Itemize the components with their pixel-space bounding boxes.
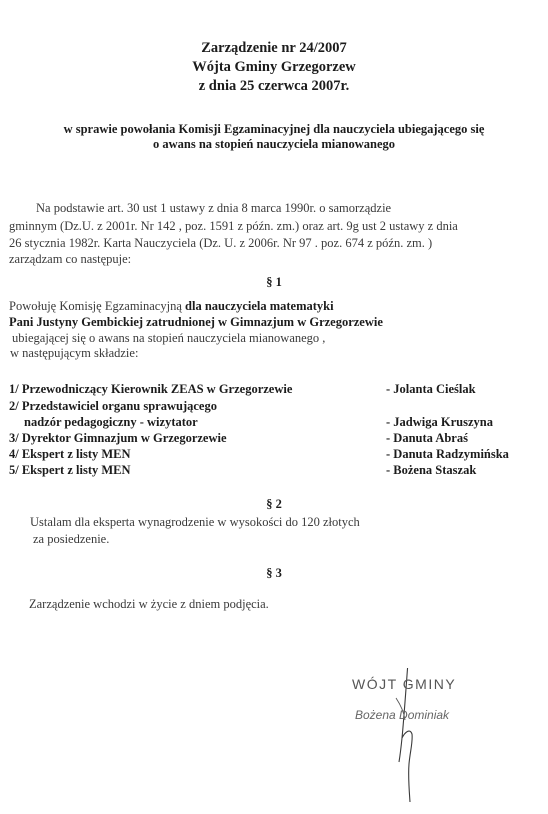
- member-role: 3/ Dyrektor Gimnazjum w Grzegorzewie: [9, 431, 227, 445]
- member-name: - Jolanta Cieślak: [386, 382, 476, 396]
- section-3-heading: § 3: [266, 566, 282, 580]
- member-role: 1/ Przewodniczący Kierownik ZEAS w Grzegorzewie: [9, 382, 293, 396]
- section-1-line-1: [9, 299, 334, 314]
- preamble-line: gminnym (Dz.U. z 2001r. Nr 142 , poz. 1591 z późn. zm.) oraz art. 9g ust 2 ustawy z dnia: [9, 219, 458, 233]
- document-date: z dnia 25 czerwca 2007r.: [198, 78, 350, 94]
- subject-line-1: w sprawie powołania Komisji Egzaminacyjnej dla nauczyciela ubiegającego się: [63, 122, 485, 136]
- stamp-name: Bożena Dominiak: [355, 708, 450, 722]
- member-name: - Danuta Abraś: [386, 431, 468, 445]
- document-issuer: Wójta Gminy Grzegorzew: [192, 59, 356, 75]
- stamp-title: WÓJT GMINY: [352, 676, 457, 692]
- member-name: - Jadwiga Kruszyna: [386, 415, 493, 429]
- section-1-line-2: Pani Justyny Gembickiej zatrudnionej w Gimnazjum w Grzegorzewie: [9, 315, 383, 329]
- section-1-line-3: ubiegającej się o awans na stopień nauczyciela mianowanego ,: [12, 331, 326, 345]
- preamble-line: 26 stycznia 1982r. Karta Nauczyciela (Dz. U. z 2006r. Nr 97 . poz. 674 z późn. zm. ): [9, 236, 433, 250]
- section-2-line-1: Ustalam dla eksperta wynagrodzenie w wysokości do 120 złotych: [30, 515, 360, 529]
- section-1-line-1-bold: dla nauczyciela matematyki: [185, 299, 334, 313]
- member-role: 2/ Przedstawiciel organu sprawującego: [9, 399, 217, 413]
- section-3-line-1: Zarządzenie wchodzi w życie z dniem podjęcia.: [29, 597, 269, 611]
- member-name: - Danuta Radzymińska: [386, 447, 509, 461]
- section-1-heading: § 1: [266, 275, 282, 289]
- section-2-line-2: za posiedzenie.: [33, 532, 110, 546]
- section-1-line-4: w następującym składzie:: [10, 346, 139, 360]
- section-1-line-1-plain: Powołuję Komisję Egzaminacyjną: [9, 299, 186, 313]
- preamble-line: zarządzam co następuje:: [9, 252, 132, 266]
- member-name: - Bożena Staszak: [386, 463, 477, 477]
- member-role: 5/ Ekspert z listy MEN: [9, 463, 131, 477]
- member-role: 4/ Ekspert z listy MEN: [9, 447, 131, 461]
- document-title: Zarządzenie nr 24/2007: [201, 40, 347, 56]
- member-role: nadzór pedagogiczny - wizytator: [24, 415, 198, 429]
- section-2-heading: § 2: [266, 497, 282, 511]
- preamble-line: Na podstawie art. 30 ust 1 ustawy z dnia 8 marca 1990r. o samorządzie: [36, 201, 392, 215]
- subject-line-2: o awans na stopień nauczyciela mianowanego: [152, 137, 396, 151]
